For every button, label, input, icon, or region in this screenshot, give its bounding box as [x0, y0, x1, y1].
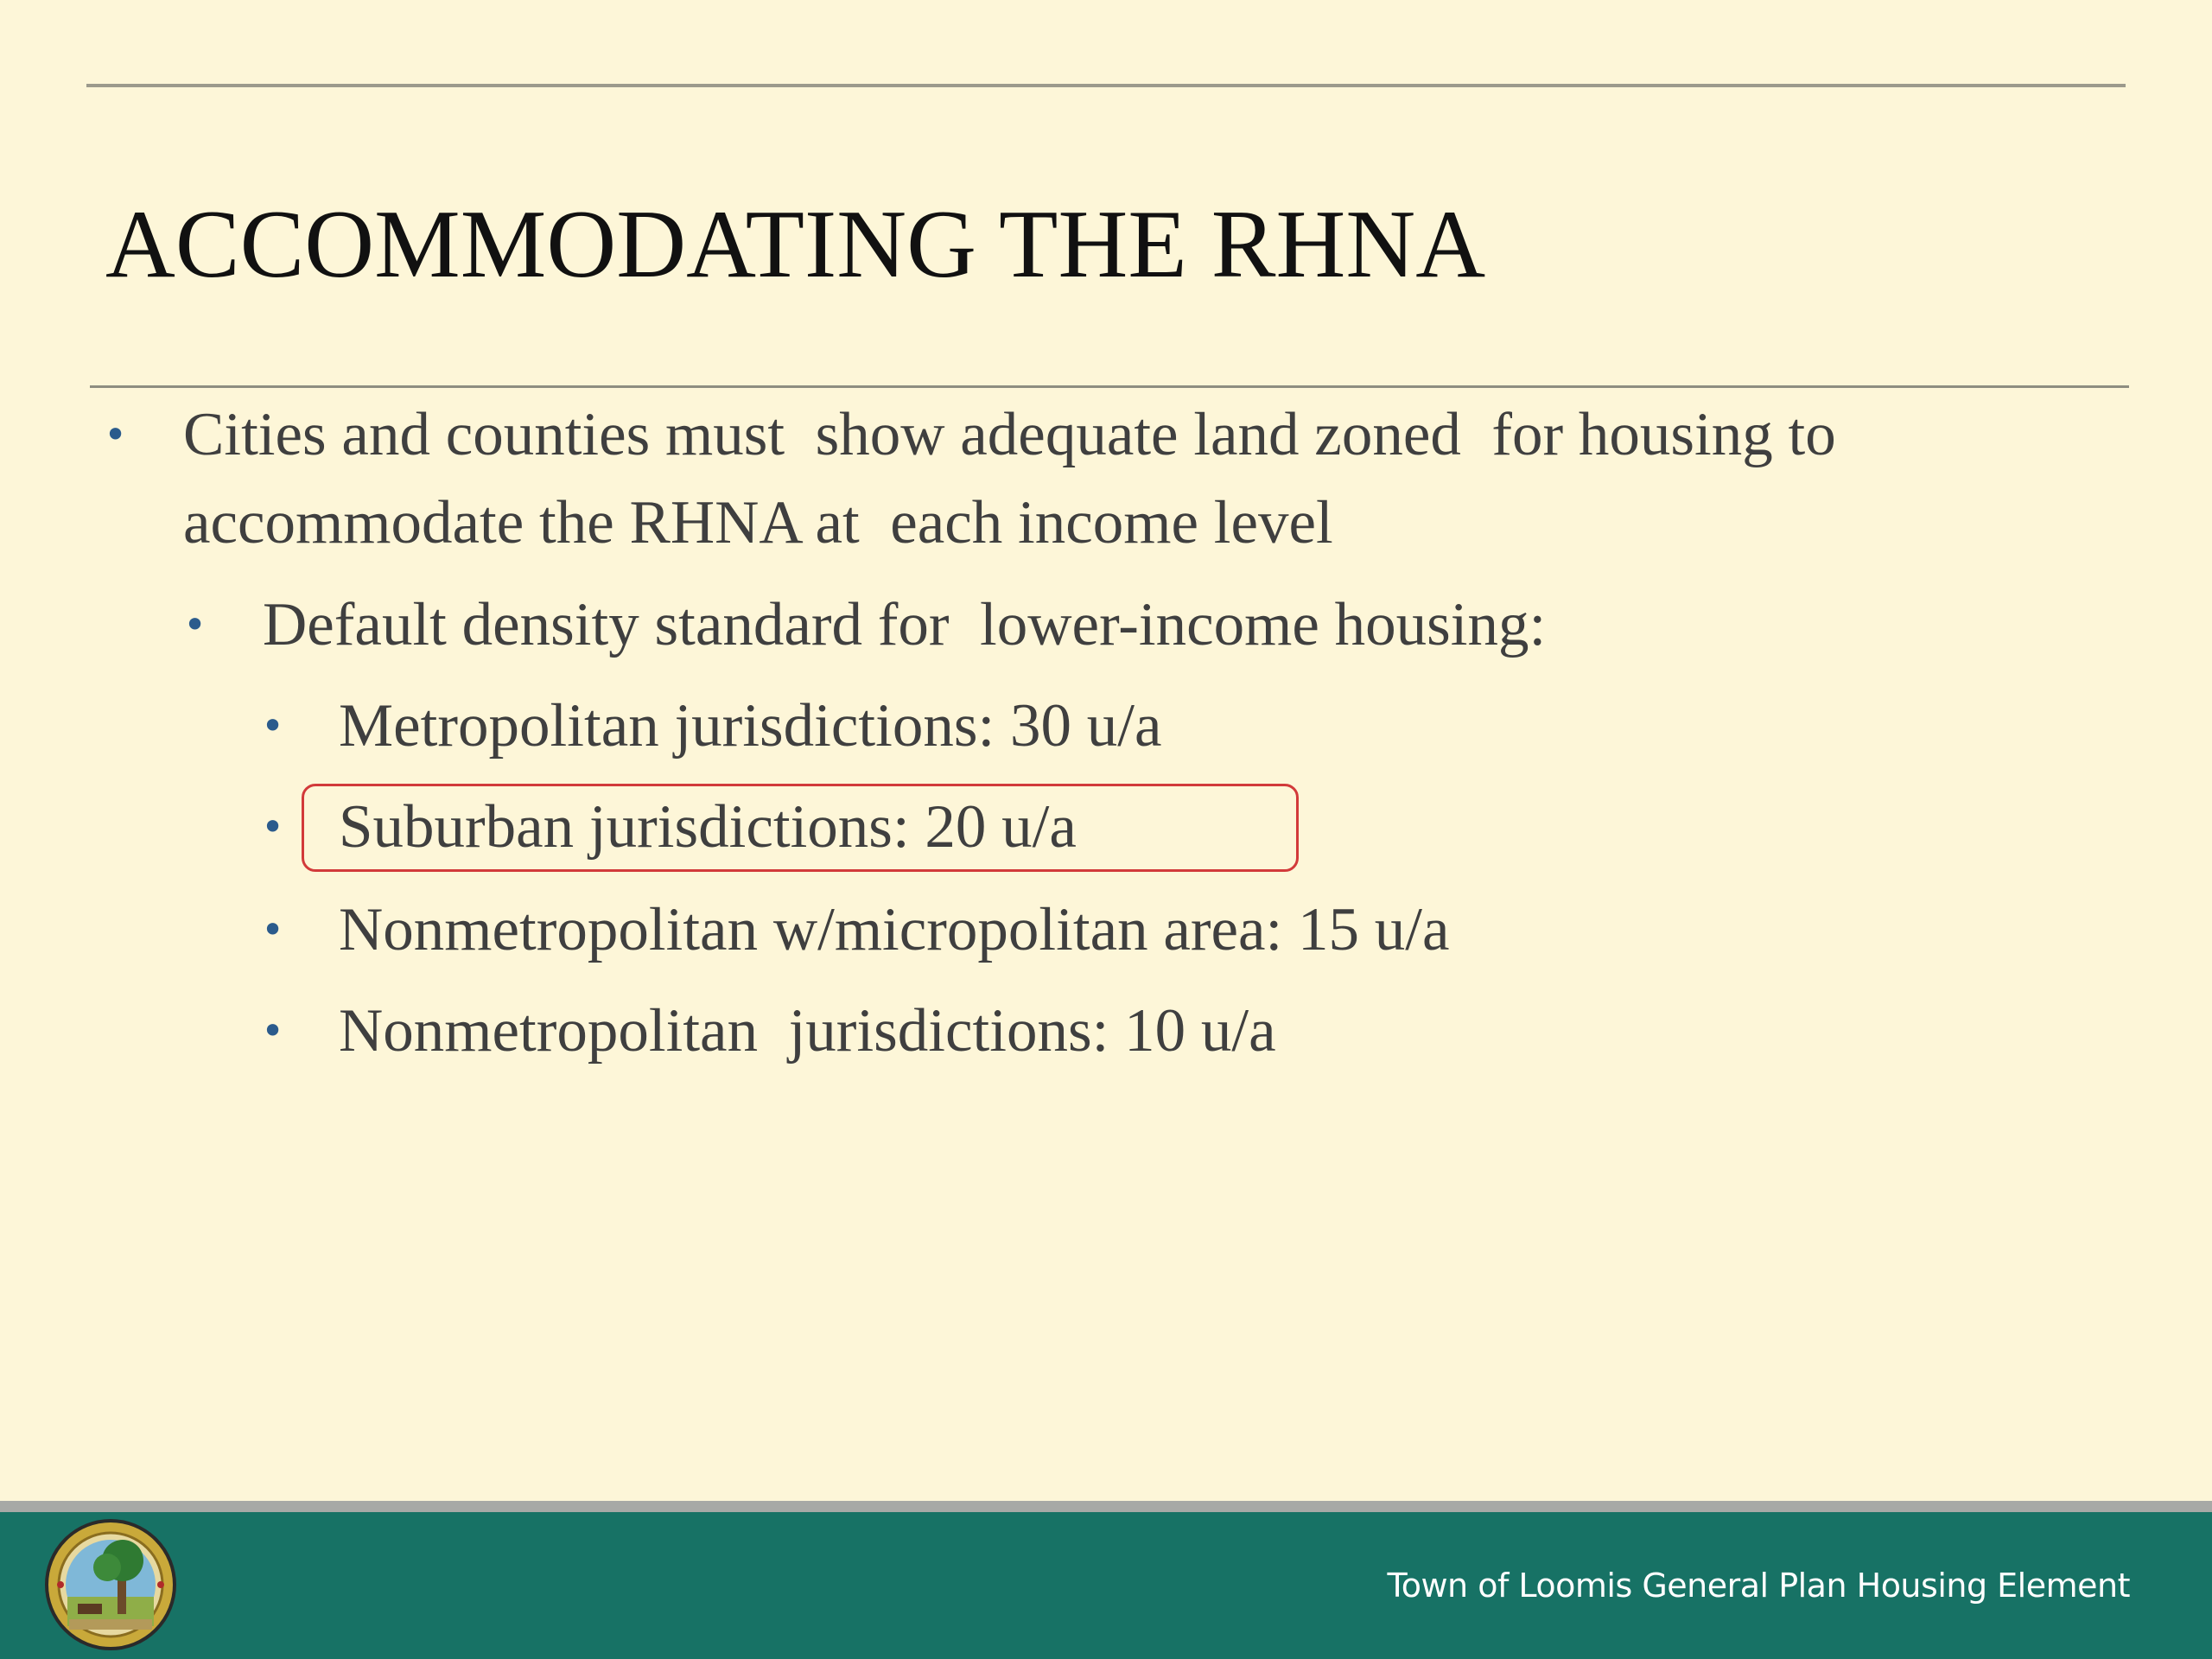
- bullet-text: Default density standard for lower-income housing:: [263, 591, 1547, 658]
- slide-title: ACCOMMODATING THE RHNA: [105, 191, 1486, 298]
- bullet-icon: •: [261, 702, 285, 749]
- footer-text: Town of Loomis General Plan Housing Element: [1387, 1567, 2130, 1605]
- bullet-text: Cities and counties must show adequate land zoned for housing to: [183, 401, 1836, 468]
- bullet-icon: •: [104, 411, 128, 458]
- footer: [0, 1512, 2212, 1659]
- bullet-icon: •: [261, 906, 285, 953]
- footer-accent-bar: [0, 1501, 2212, 1512]
- bullet-text-continued: accommodate the RHNA at each income level: [183, 489, 1333, 556]
- bullet-text: Nonmetropolitan w/micropolitan area: 15 u/a: [339, 896, 1450, 963]
- bullet-text: Suburban jurisdictions: 20 u/a: [339, 793, 1077, 861]
- bullet-text: Nonmetropolitan jurisdictions: 10 u/a: [339, 997, 1276, 1065]
- town-seal-icon: [43, 1517, 178, 1652]
- bullet-icon: •: [261, 1007, 285, 1054]
- bullet-icon: •: [261, 804, 285, 850]
- bullet-text: Metropolitan jurisdictions: 30 u/a: [339, 692, 1162, 760]
- bullet-icon: •: [183, 601, 207, 648]
